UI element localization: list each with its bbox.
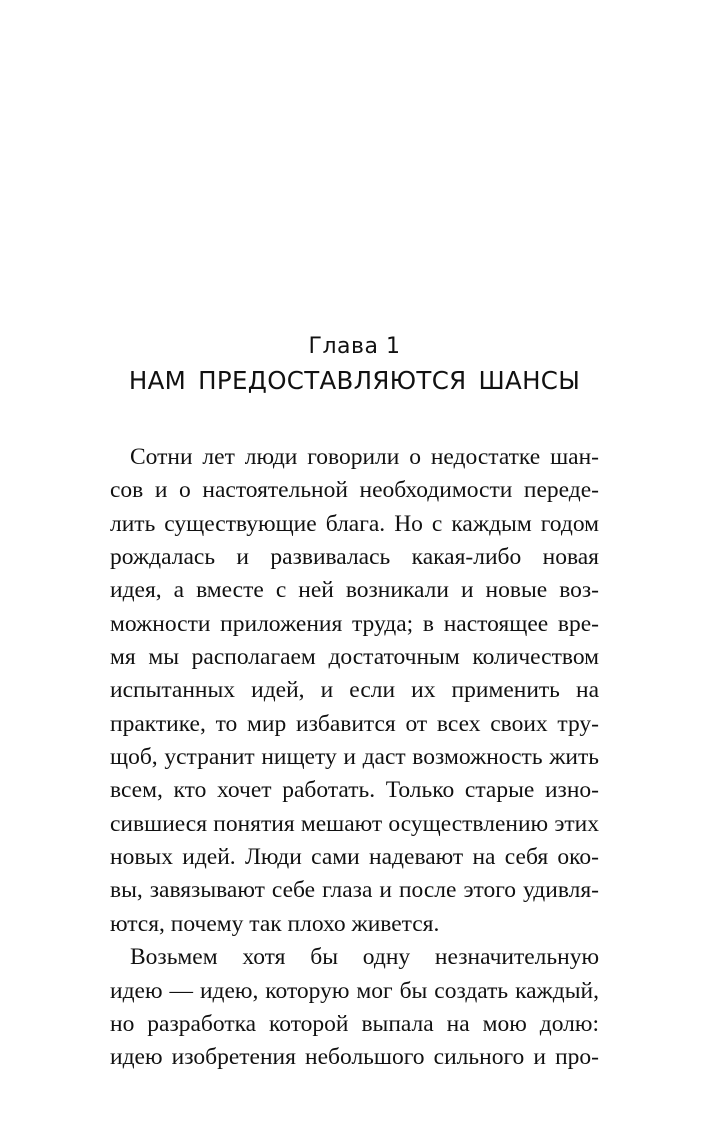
text-line: идею изобретения небольшого сильного и про- — [110, 1044, 599, 1071]
text-line: Возьмем хотя бы одну незначительную — [130, 944, 599, 971]
text-line: вы, завязывают себе глаза и после этого удивля- — [110, 877, 599, 904]
text-line: рождалась и развивалась какая-либо новая — [110, 544, 599, 571]
text-line: Сотни лет люди говорили о недостатке шан- — [130, 444, 599, 470]
text-line: практике, то мир избавится от всех своих тру- — [110, 710, 599, 737]
text-line: новых идей. Люди сами надевают на себя око- — [110, 844, 599, 871]
chapter-number: Глава 1 — [308, 334, 401, 359]
text-line: сившиеся понятия мешают осуществлению этих — [110, 810, 599, 837]
text-line: но разработка которой выпала на мою долю: — [110, 1010, 599, 1037]
body-text — [110, 441, 599, 1075]
text-line: всем, кто хочет работать. Только старые изно- — [110, 777, 599, 804]
text-line: лить существующие блага. Но с каждым годом — [110, 510, 599, 537]
text-line: мя мы располагаем достаточным количеством — [110, 644, 599, 671]
chapter-title: НАМ ПРЕДОСТАВЛЯЮТСЯ ШАНСЫ — [128, 366, 581, 395]
text-line: щоб, устранит нищету и даст возможность жить — [110, 744, 599, 771]
text-line: ются, почему так плохо живется. — [110, 910, 440, 937]
text-line: испытанных идей, и если их применить на — [110, 677, 599, 704]
text-line: идея, а вместе с ней возникали и новые воз- — [110, 577, 599, 604]
text-line: сов и о настоятельной необходимости переде- — [110, 477, 599, 504]
text-line: идею — идею, которую мог бы создать каждый, — [110, 977, 599, 1004]
text-line: можности приложения труда; в настоящее вре- — [110, 610, 599, 637]
